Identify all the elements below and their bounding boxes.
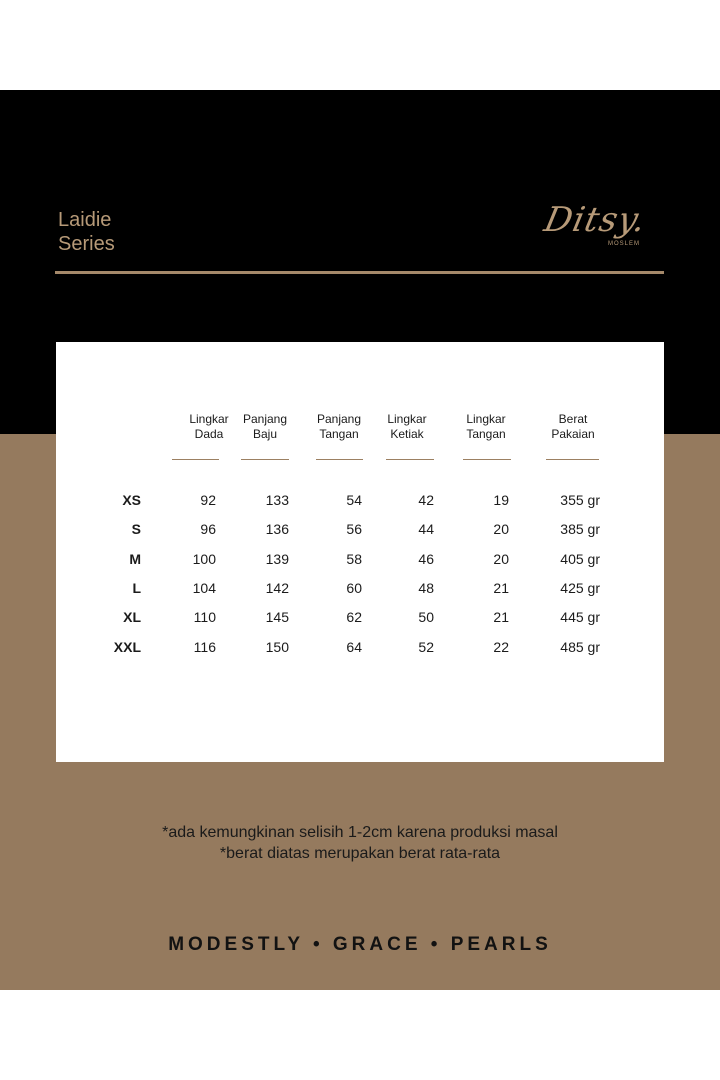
table-cell: 485 gr bbox=[560, 639, 600, 655]
column-header-line1: Panjang bbox=[316, 412, 362, 426]
column-header-line1: Panjang bbox=[242, 412, 288, 426]
size-label: L bbox=[132, 580, 141, 596]
table-cell: 150 bbox=[265, 639, 289, 655]
table-cell: 116 bbox=[193, 639, 216, 655]
column-header-underline bbox=[386, 459, 434, 460]
table-cell: 42 bbox=[418, 492, 434, 508]
series-title-line1: Laidie bbox=[58, 209, 112, 231]
column-header-line2: Tangan bbox=[319, 427, 359, 441]
column-header-line1: Lingkar bbox=[466, 412, 506, 426]
column-header-berat-pakaian bbox=[533, 412, 613, 442]
header-divider bbox=[55, 271, 664, 274]
size-label: S bbox=[131, 521, 141, 537]
column-header-line2: Pakaian bbox=[551, 427, 595, 441]
table-cell: 58 bbox=[346, 551, 362, 567]
column-header-underline bbox=[316, 459, 363, 460]
table-cell: 405 gr bbox=[560, 551, 600, 567]
table-cell: 52 bbox=[418, 639, 434, 655]
column-header-line1: Lingkar bbox=[189, 412, 229, 426]
table-cell: 355 gr bbox=[560, 492, 600, 508]
table-cell: 46 bbox=[418, 551, 434, 567]
column-header-underline bbox=[172, 459, 219, 460]
column-header-line2: Dada bbox=[194, 427, 224, 441]
table-cell: 54 bbox=[346, 492, 362, 508]
table-cell: 92 bbox=[200, 492, 216, 508]
table-cell: 62 bbox=[346, 609, 362, 625]
table-cell: 142 bbox=[265, 580, 289, 596]
table-cell: 21 bbox=[493, 580, 509, 596]
column-header-line2: Tangan bbox=[466, 427, 506, 441]
column-header-line1: Lingkar bbox=[387, 412, 427, 426]
table-cell: 60 bbox=[346, 580, 362, 596]
table-cell: 64 bbox=[346, 639, 362, 655]
table-cell: 44 bbox=[418, 521, 434, 537]
bottom-margin bbox=[0, 990, 720, 1080]
column-header-underline bbox=[546, 459, 599, 460]
size-label: XS bbox=[122, 492, 141, 508]
column-header-underline bbox=[241, 459, 289, 460]
table-cell: 21 bbox=[493, 609, 509, 625]
size-label: M bbox=[129, 551, 141, 567]
footnote-weight: *berat diatas merupakan berat rata-rata bbox=[219, 845, 501, 862]
size-chart-card bbox=[56, 342, 664, 762]
brand-tagline: MODESTLY • GRACE • PEARLS bbox=[168, 934, 552, 955]
series-title bbox=[58, 208, 115, 256]
table-cell: 425 gr bbox=[560, 580, 600, 596]
table-cell: 145 bbox=[265, 609, 289, 625]
table-cell: 136 bbox=[265, 521, 289, 537]
footnote-tolerance: *ada kemungkinan selisih 1-2cm karena produksi masal bbox=[162, 824, 558, 841]
column-header-lingkar-tangan bbox=[446, 412, 526, 442]
table-cell: 110 bbox=[193, 609, 216, 625]
column-header-line2: Ketiak bbox=[390, 427, 424, 441]
brand-logo-subtitle: MOSLEM bbox=[608, 241, 641, 247]
table-cell: 139 bbox=[265, 551, 289, 567]
column-header-underline bbox=[463, 459, 511, 460]
table-cell: 50 bbox=[418, 609, 434, 625]
table-cell: 100 bbox=[192, 551, 216, 567]
column-header-panjang-baju bbox=[225, 412, 305, 442]
table-cell: 133 bbox=[265, 492, 289, 508]
table-cell: 20 bbox=[493, 521, 509, 537]
table-cell: 20 bbox=[493, 551, 509, 567]
table-cell: 19 bbox=[493, 492, 509, 508]
footnotes bbox=[0, 822, 720, 864]
size-label: XL bbox=[123, 609, 141, 625]
series-title-line2: Series bbox=[58, 233, 115, 255]
column-header-line1: Berat bbox=[558, 412, 588, 426]
size-label: XXL bbox=[113, 639, 141, 655]
table-cell: 22 bbox=[493, 639, 509, 655]
table-cell: 96 bbox=[200, 521, 216, 537]
table-cell: 445 gr bbox=[560, 609, 600, 625]
brand-logo bbox=[540, 200, 670, 260]
table-cell: 385 gr bbox=[560, 521, 600, 537]
table-cell: 48 bbox=[418, 580, 434, 596]
top-margin bbox=[0, 0, 720, 90]
column-header-line2: Baju bbox=[252, 427, 278, 441]
table-cell: 104 bbox=[192, 580, 216, 596]
column-header-lingkar-ketiak bbox=[367, 412, 447, 442]
table-cell: 56 bbox=[346, 521, 362, 537]
brand-logo-script: Ditsy. bbox=[540, 200, 651, 240]
